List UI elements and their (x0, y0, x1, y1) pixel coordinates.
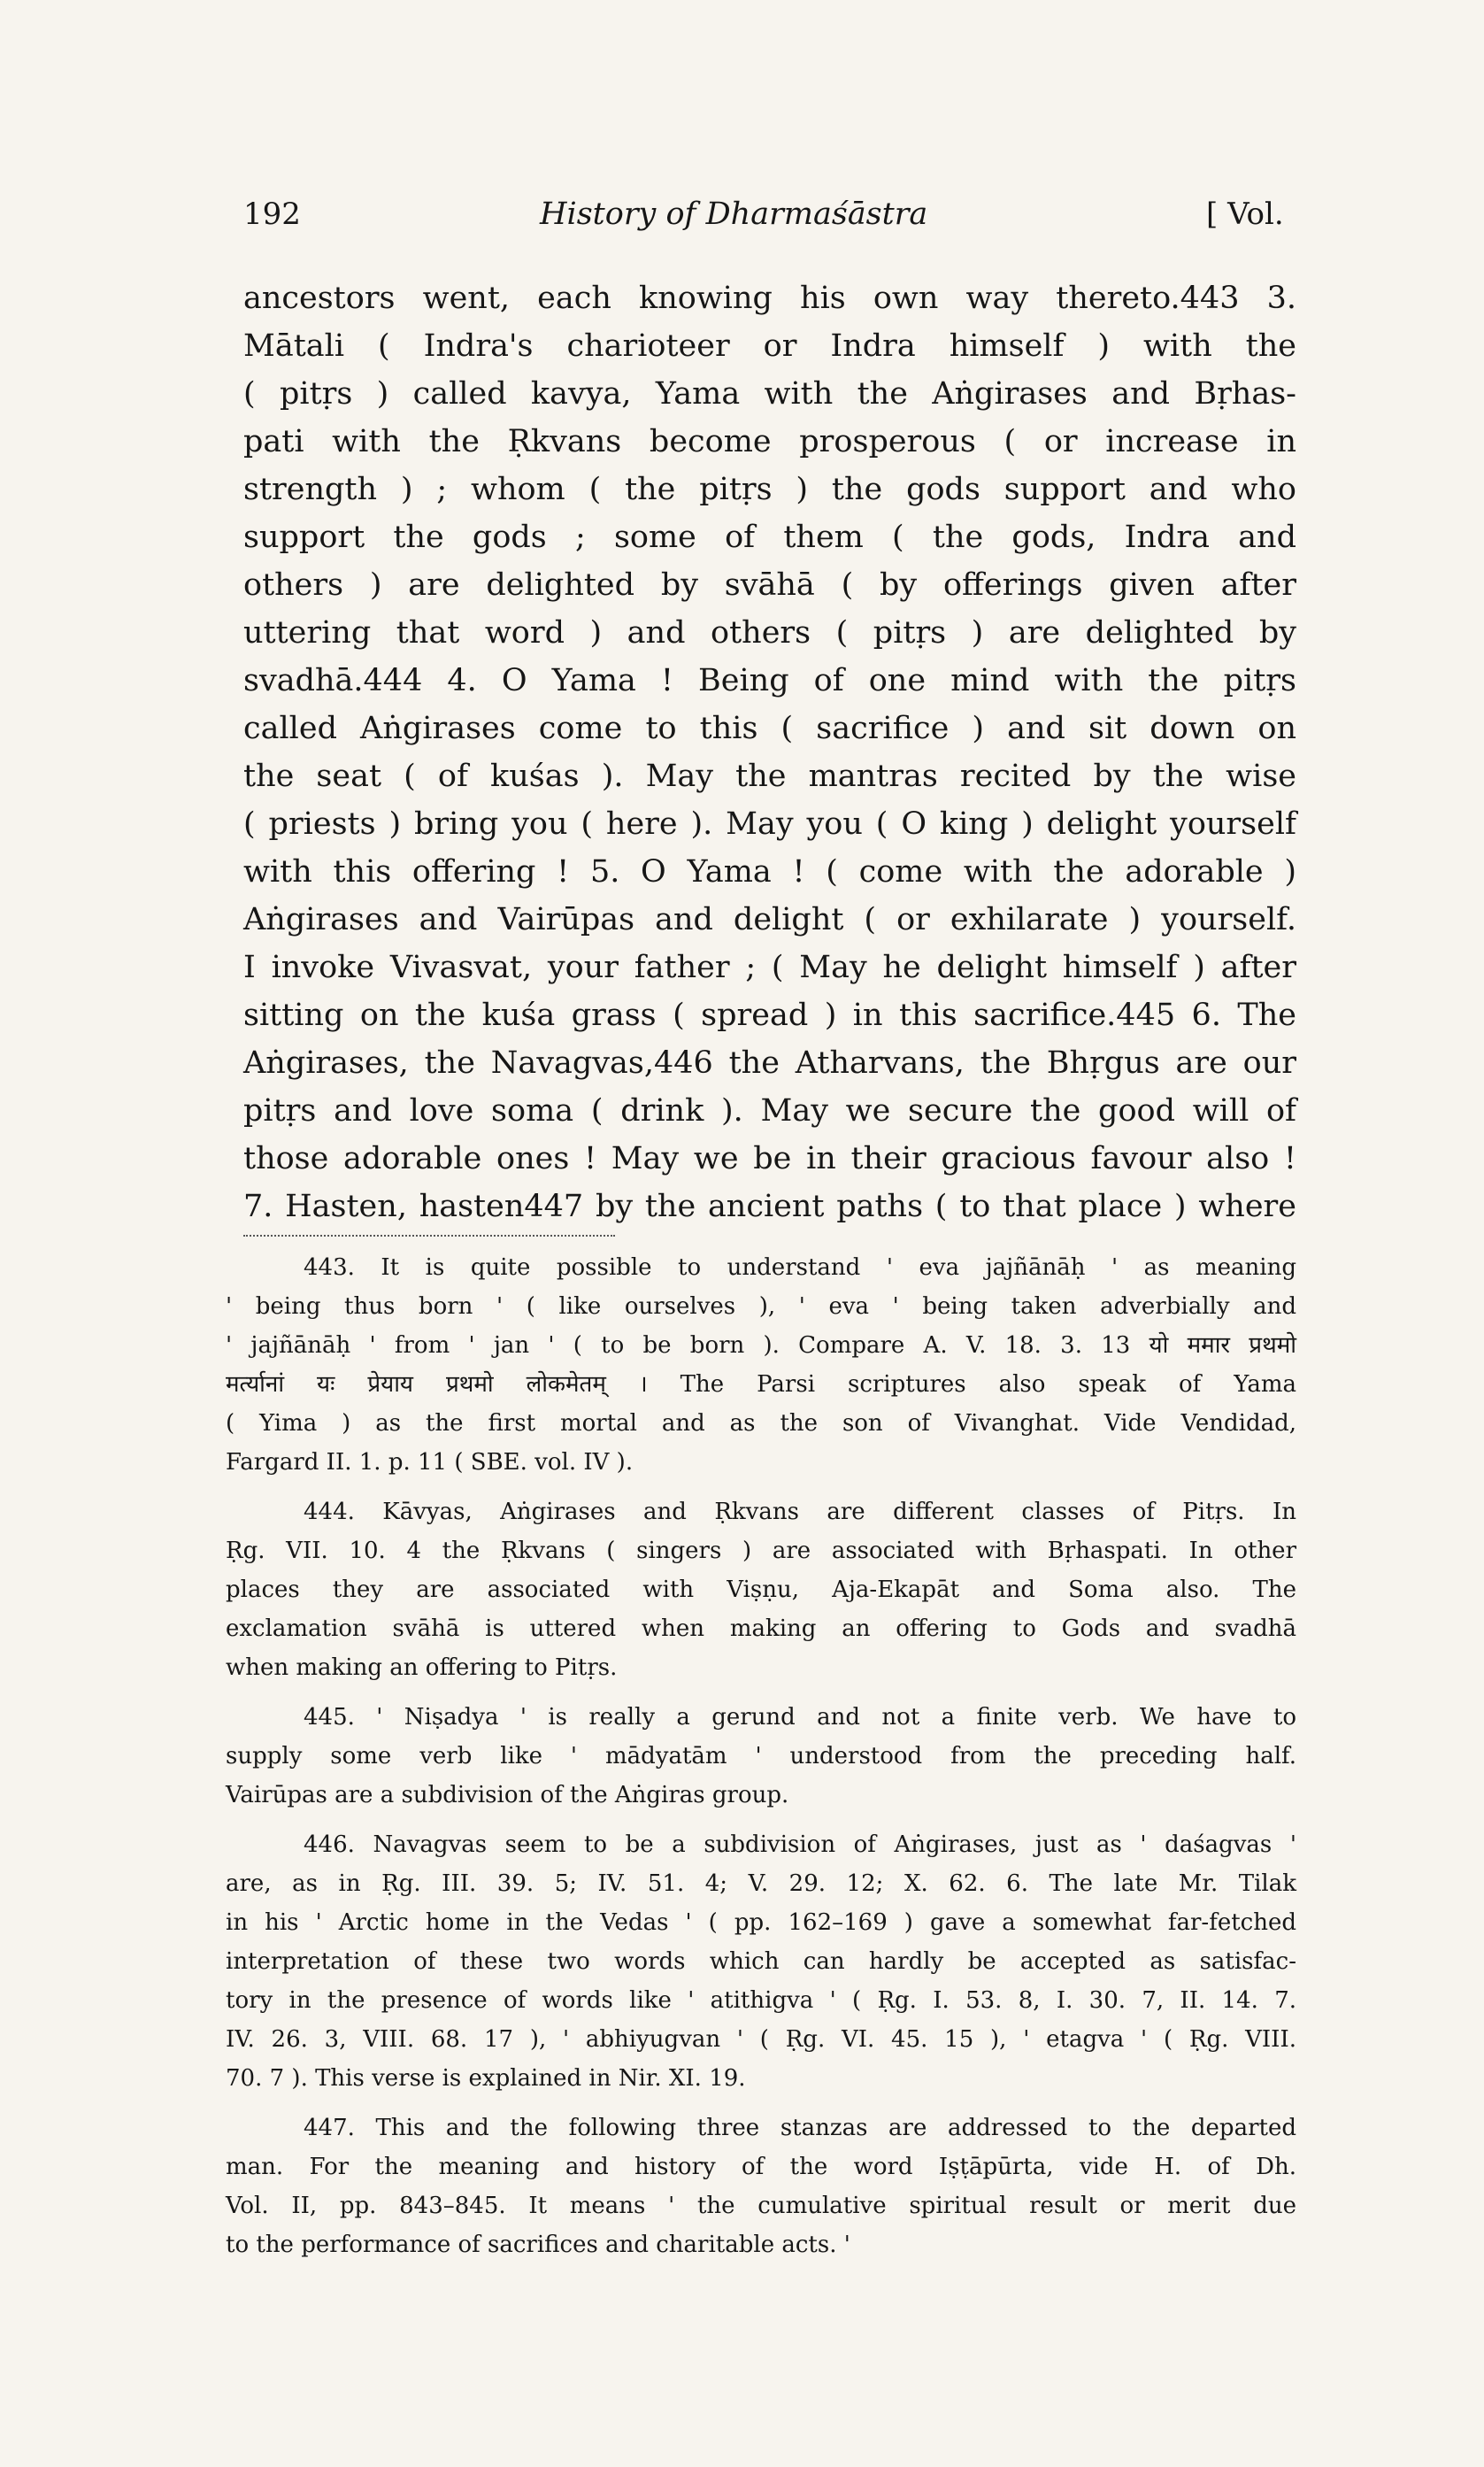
footnote-447-line: to the performance of sacrifices and charitable acts. ' (226, 2232, 850, 2258)
body-line: with this offering ! 5. O Yama ! ( come with the adorable ) (243, 854, 1296, 890)
footnote-443-line: 443. It is quite possible to understand ' eva jajñānāḥ ' as meaning (304, 1254, 1296, 1281)
volume-marker: [ Vol. (1206, 197, 1284, 232)
body-line: Aṅgirases and Vairūpas and delight ( or exhilarate ) yourself. (243, 902, 1296, 937)
footnote-443-line: मर्त्यानां यः प्रेयाय प्रथमो लोकमेतम् । The Parsi scriptures also speak of Yama (226, 1371, 1296, 1398)
footnote-divider (243, 1235, 615, 1237)
body-line: others ) are delighted by svāhā ( by offerings given after (243, 567, 1296, 603)
body-line: 7. Hasten, hasten447 by the ancient paths ( to that place ) where (243, 1189, 1296, 1224)
body-line: strength ) ; whom ( the pitṛs ) the gods support and who (243, 472, 1296, 507)
body-line: ancestors went, each knowing his own way thereto.443 3. (243, 281, 1296, 316)
footnote-443-line: ' being thus born ' ( like ourselves ), ' eva ' being taken adverbially and (226, 1293, 1296, 1320)
footnote-447-line: 447. This and the following three stanzas are addressed to the departed (304, 2115, 1296, 2141)
footnote-443-line: ( Yima ) as the first mortal and as the son of Vivanghat. Vide Vendidad, (226, 1410, 1296, 1437)
body-line: uttering that word ) and others ( pitṛs ) are delighted by (243, 615, 1296, 651)
footnote-446-line: interpretation of these two words which can hardly be accepted as satisfac- (226, 1948, 1296, 1975)
body-line: pati with the Ṛkvans become prosperous ( or increase in (243, 424, 1296, 459)
footnote-445-line: Vairūpas are a subdivision of the Aṅgiras group. (226, 1782, 789, 1808)
footnote-444-line: 444. Kāvyas, Aṅgirases and Ṛkvans are different classes of Pitṛs. In (304, 1499, 1296, 1525)
body-line: ( priests ) bring you ( here ). May you ( O king ) delight yourself (243, 806, 1296, 842)
footnote-446-line: IV. 26. 3, VIII. 68. 17 ), ' abhiyugvan ' ( Ṛg. VI. 45. 15 ), ' etagva ' ( Ṛg. VIII. (226, 2026, 1296, 2053)
footnote-446-line: 70. 7 ). This verse is explained in Nir. XI. 19. (226, 2065, 746, 2092)
page-number: 192 (243, 197, 301, 232)
footnote-446-line: are, as in Ṛg. III. 39. 5; IV. 51. 4; V. 29. 12; X. 62. 6. The late Mr. Tilak (226, 1870, 1296, 1897)
body-line: I invoke Vivasvat, your father ; ( May he delight himself ) after (243, 950, 1296, 985)
footnote-444-line: Ṛg. VII. 10. 4 the Ṛkvans ( singers ) are associated with Bṛhaspati. In other (226, 1538, 1296, 1564)
body-line: support the gods ; some of them ( the gods, Indra and (243, 520, 1296, 555)
footnote-446-line: in his ' Arctic home in the Vedas ' ( pp. 162–169 ) gave a somewhat far-fetched (226, 1909, 1296, 1936)
body-line: svadhā.444 4. O Yama ! Being of one mind with the pitṛs (243, 663, 1296, 698)
body-line: Mātali ( Indra's charioteer or Indra himself ) with the (243, 328, 1296, 364)
footnote-444-line: when making an offering to Pitṛs. (226, 1654, 618, 1681)
footnote-445-line: 445. ' Niṣadya ' is really a gerund and not a finite verb. We have to (304, 1704, 1296, 1731)
body-text (243, 274, 1296, 1230)
footnote-445-line: supply some verb like ' mādyatām ' understood from the preceding half. (226, 1743, 1296, 1769)
body-line: pitṛs and love soma ( drink ). May we secure the good will of (243, 1093, 1296, 1129)
running-title: History of Dharmaśāstra (540, 197, 928, 232)
footnote-443-line: ' jajñānāḥ ' from ' jan ' ( to be born ). Compare A. V. 18. 3. 13 यो ममार प्रथमो (226, 1332, 1296, 1359)
body-line: the seat ( of kuśas ). May the mantras recited by the wise (243, 759, 1296, 794)
footnote-447-line: man. For the meaning and history of the word Iṣṭāpūrta, vide H. of Dh. (226, 2154, 1296, 2180)
footnote-446-line: 446. Navagvas seem to be a subdivision of Aṅgirases, just as ' daśagvas ' (304, 1831, 1296, 1858)
body-line: those adorable ones ! May we be in their gracious favour also ! (243, 1141, 1296, 1176)
footnote-444-line: places they are associated with Viṣṇu, Aja-Ekapāt and Soma also. The (226, 1577, 1296, 1603)
footnote-447-line: Vol. II, pp. 843–845. It means ' the cumulative spiritual result or merit due (226, 2193, 1296, 2219)
body-line: Aṅgirases, the Navagvas,446 the Atharvans, the Bhṛgus are our (243, 1045, 1296, 1081)
footnotes (226, 1248, 1296, 2264)
footnote-444-line: exclamation svāhā is uttered when making an offering to Gods and svadhā (226, 1615, 1296, 1642)
page-header (243, 197, 1305, 241)
footnote-446-line: tory in the presence of words like ' atithigva ' ( Ṛg. I. 53. 8, I. 30. 7, II. 14. 7. (226, 1987, 1296, 2014)
footnote-443-line: Fargard II. 1. p. 11 ( SBE. vol. IV ). (226, 1449, 634, 1476)
body-line: called Aṅgirases come to this ( sacrifice ) and sit down on (243, 711, 1296, 746)
body-line: sitting on the kuśa grass ( spread ) in this sacrifice.445 6. The (243, 998, 1296, 1033)
body-line: ( pitṛs ) called kavya, Yama with the Aṅgirases and Bṛhas- (243, 376, 1296, 412)
